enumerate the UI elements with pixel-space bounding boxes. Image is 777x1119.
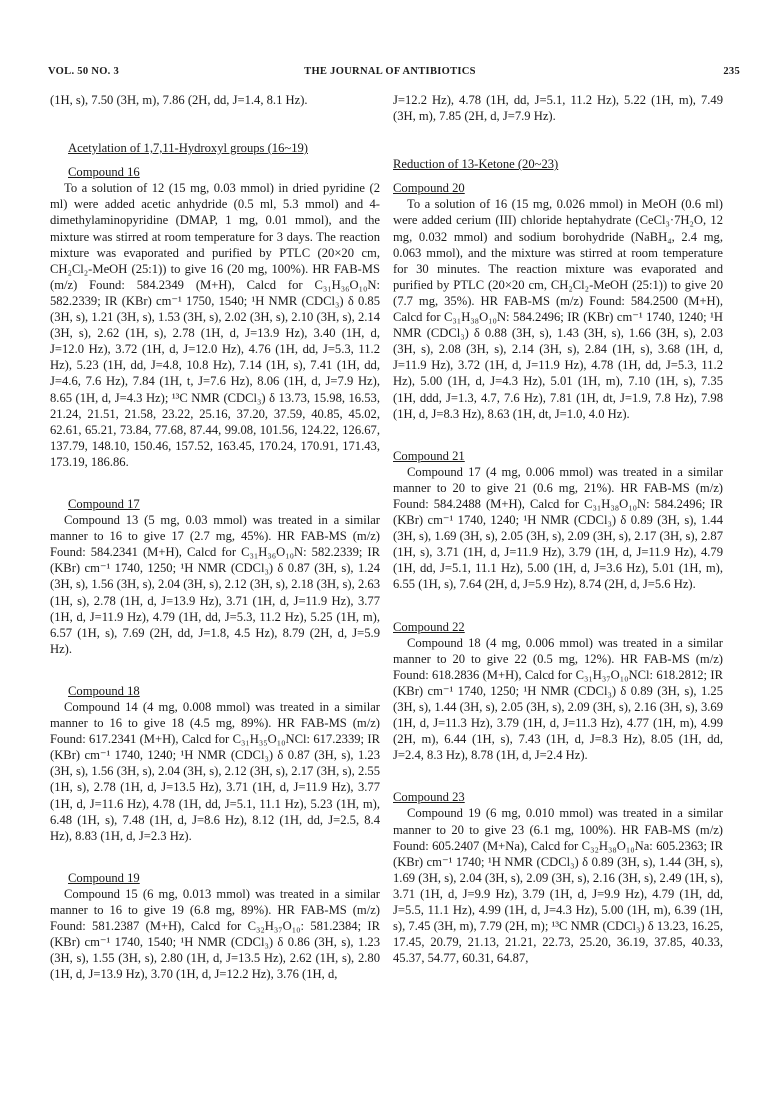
compound-16-text: To a solution of 12 (15 mg, 0.03 mmol) in dried pyridine (2 ml) were added acetic anhydride (0.5 ml, 5.3 mmol) and 4-dimethylaminopyridine (DMAP, 1 mg, 0.01 mmol), and the mixture was stirred at room temperature for 3 days. The reaction mixture was evaporated and purified by PTLC (20×20 cm, CH₂Cl₂-MeOH (25:1)) to give 16 (20 mg, 100%). HR FAB-MS (m/z) Found: 584.2349 (M+H), Calcd for C₃₁H₃₆O₁₀N: 582.2339; IR (KBr) cm⁻¹ 1750, 1540; ¹H NMR (CDCl₃) δ 0.85 (3H, s), 1.21 (3H, s), 1.53 (3H, s), 2.02 (3H, s), 2.10 (3H, s), 2.14 (3H, s), 2.62 (1H, s), 2.78 (1H, d, J=13.9 Hz), 3.40 (1H, d, J=12.0 Hz), 3.72 (1H, d, J=12.0 Hz), 4.76 (1H, dd, J=5.3, 11.2 Hz), 5.23 (1H, dd, J=4.8, 10.8 Hz), 7.14 (1H, s), 7.41 (1H, dd, J=4.6, 7.6 Hz), 7.84 (1H, t, J=7.6 Hz), 8.06 (1H, d, J=7.9 Hz), 8.65 (1H, d, J=4.3 Hz); ¹³C NMR (CDCl₃) δ 13.73, 15.98, 16.53, 21.24, 21.51, 21.58, 23.22, 25.16, 37.20, 37.59, 40.85, 45.02, 62.61, 65.21, 73.84, 77.68, 87.44, 99.08, 101.56, 124.22, 126.67, 137.79, 148.10, 150.46, 157.52, 163.45, 170.24, 170.91, 171.43, 173.19, 186.86. [50,181,380,469]
compound-20-heading: Compound 20 [393,181,465,196]
continuation-text: (1H, s), 7.50 (3H, m), 7.86 (2H, dd, J=1.4, 8.1 Hz). [50,93,308,107]
page-number: 235 [723,66,740,77]
compound-22-text: Compound 18 (4 mg, 0.006 mmol) was treated in a similar manner to 20 to give 22 (0.5 mg, 12%). HR FAB-MS (m/z) Found: 618.2836 (M+H), Calcd for C₃₁H₃₇O₁₀NCl: 618.2812; IR (KBr) cm⁻¹ 1740, 1250; ¹H NMR (CDCl₃) δ 0.89 (3H, s), 1.25 (3H, s), 1.44 (3H, s), 2.05 (3H, s), 2.09 (3H, s), 2.16 (3H, s), 3.69 (1H, d, J=11.3 Hz), 3.79 (1H, d, J=11.3 Hz), 4.77 (1H, m), 4.99 (2H, m), 6.44 (1H, s), 7.43 (1H, d, J=8.3 Hz), 8.05 (1H, dd, J=2.4, 8.3 Hz), 8.78 (1H, d, J=2.4 Hz). [393,635,723,763]
compound-19-text: Compound 15 (6 mg, 0.013 mmol) was treated in a similar manner to 16 to give 19 (6.8 mg, 89%). HR FAB-MS (m/z) Found: 581.2387 (M+H), Calcd for C₃₂H₃₇O₁₀: 581.2384; IR (KBr) cm⁻¹ 1740, 1540; ¹H NMR (CDCl₃) δ 0.86 (3H, s), 1.23 (3H, s), 1.55 (3H, s), 2.80 (1H, d, J=13.5 Hz), 2.62 (1H, s), 2.80 (1H, d, J=13.9 Hz), 3.70 (1H, d, J=12.2 Hz), 3.76 (1H, d, [50,886,380,982]
compound-22-heading: Compound 22 [393,619,465,634]
compound-19-heading: Compound 19 [68,870,140,885]
running-header [40,66,740,80]
compound-23-heading: Compound 23 [393,790,465,805]
compound-23-text: Compound 19 (6 mg, 0.010 mmol) was treated in a similar manner to 20 to give 23 (6.1 mg, 100%). HR FAB-MS (m/z) Found: 605.2407 (M+Na), Calcd for C₃₂H₃₈O₁₀Na: 605.2363; IR (KBr) cm⁻¹ 1740; ¹H NMR (CDCl₃) δ 0.89 (3H, s), 1.44 (3H, s), 1.69 (3H, s), 2.04 (3H, s), 2.09 (3H, s), 2.16 (3H, s), 2.49 (1H, s), 3.71 (1H, d, J=9.9 Hz), 3.79 (1H, d, J=9.9 Hz), 4.79 (1H, dd, J=5.5, 11.1 Hz), 4.99 (1H, d, J=4.3 Hz), 5.00 (1H, m), 6.39 (1H, s), 7.45 (3H, m), 7.79 (2H, m); ¹³C NMR (CDCl₃) δ 13.23, 16.25, 17.45, 20.79, 21.13, 21.21, 22.73, 25.20, 36.19, 37.85, 40.33, 45.37, 54.77, 60.31, 64.87, [393,806,723,966]
compound-17-heading: Compound 17 [68,496,140,511]
continuation-text: J=12.2 Hz), 4.78 (1H, dd, J=5.1, 11.2 Hz), 5.22 (1H, m), 7.49 (3H, m), 7.85 (2H, d, J=7.9 Hz). [393,93,723,124]
compound-16-heading: Compound 16 [68,165,140,180]
compound-18-text: Compound 14 (4 mg, 0.008 mmol) was treated in a similar manner to 16 to give 18 (4.5 mg, 89%). HR FAB-MS (m/z) Found: 617.2341 (M+H), Calcd for C₃₁H₃₅O₁₀NCl: 617.2339; IR (KBr) cm⁻¹ 1740, 1240; ¹H NMR (CDCl₃) δ 0.87 (3H, s), 1.23 (3H, s), 1.56 (3H, s), 2.04 (3H, s), 2.12 (3H, s), 2.17 (3H, s), 2.55 (1H, s), 2.78 (1H, d, J=13.5 Hz), 3.71 (1H, d, J=11.9 Hz), 3.77 (1H, d, J=11.6 Hz), 4.78 (1H, dd, J=5.1, 11.1 Hz), 5.23 (1H, m), 6.48 (1H, s), 7.48 (1H, d, J=8.6 Hz), 8.12 (1H, dd, J=2.5, 8.4 Hz), 8.83 (1H, d, J=2.3 Hz). [50,700,380,843]
journal-title: THE JOURNAL OF ANTIBIOTICS [304,66,476,77]
left-column [50,92,380,983]
right-column [393,92,723,966]
compound-17-text: Compound 13 (5 mg, 0.03 mmol) was treated in a similar manner to 16 to give 17 (2.7 mg, 45%). HR FAB-MS (m/z) Found: 584.2341 (M+H), Calcd for C₃₁H₃₆O₁₀N: 582.2339; IR (KBr) cm⁻¹ 1740, 1250; ¹H NMR (CDCl₃) δ 0.87 (3H, s), 1.24 (3H, s), 1.56 (3H, s), 2.04 (3H, s), 2.12 (3H, s), 2.18 (3H, s), 2.63 (1H, s), 2.78 (1H, d, J=13.9 Hz), 3.71 (1H, d, J=11.9 Hz), 3.77 (1H, d, J=11.9 Hz), 4.79 (1H, dd, J=5.3, 11.2 Hz), 5.25 (1H, m), 6.57 (1H, s), 7.69 (2H, dd, J=1.8, 4.5 Hz), 8.79 (2H, d, J=5.9 Hz). [50,513,380,656]
compound-18-heading: Compound 18 [68,683,140,698]
compound-20-text: To a solution of 16 (15 mg, 0.026 mmol) in MeOH (0.6 ml) were added cerium (III) chloride heptahydrate (CeCl₃·7H₂O, 12 mg, 0.032 mmol) and sodium borohydride (NaBH₄, 2.4 mg, 0.063 mmol), and the mixture was stirred at room temperature for 30 minutes. The reaction mixture was evaporated and purified by PTLC (20×20 cm, CH₂Cl₂-MeOH (25:1)) to give 20 (7.7 mg, 35%). HR FAB-MS (m/z) Found: 584.2500 (M+H), Calcd for C₃₁H₃₈O₁₀N: 584.2496; IR (KBr) cm⁻¹ 1740, 1240; ¹H NMR (CDCl₃) δ 0.88 (3H, s), 1.43 (3H, s), 1.66 (3H, s), 2.03 (3H, s), 2.08 (3H, s), 2.14 (3H, s), 2.84 (1H, s), 3.68 (1H, d, J=11.9 Hz), 3.72 (1H, d, J=11.9 Hz), 4.78 (1H, dd, J=5.3, 11.2 Hz), 5.00 (1H, d, J=4.3 Hz), 5.01 (1H, m), 7.10 (1H, s), 7.35 (1H, ddd, J=1.3, 4.7, 7.6 Hz), 7.81 (1H, dt, J=1.9, 7.8 Hz), 7.98 (1H, d, J=8.3 Hz), 8.63 (1H, dt, J=1.0, 4.0 Hz). [393,197,723,421]
volume-number: VOL. 50 NO. 3 [48,66,120,77]
compound-21-heading: Compound 21 [393,448,465,463]
section-heading-reduction: Reduction of 13-Ketone (20~23) [393,157,559,172]
section-heading-acetylation: Acetylation of 1,7,11-Hydroxyl groups (16~19) [68,141,308,156]
compound-21-text: Compound 17 (4 mg, 0.006 mmol) was treated in a similar manner to 20 to give 21 (0.6 mg, 21%). HR FAB-MS (m/z) Found: 584.2488 (M+H), Calcd for C₃₁H₃₈O₁₀N: 584.2496; IR (KBr) cm⁻¹ 1740, 1240; ¹H NMR (CDCl₃) δ 0.89 (3H, s), 1.44 (3H, s), 1.69 (3H, s), 2.05 (3H, s), 2.09 (3H, s), 2.17 (3H, s), 2.87 (1H, s), 3.71 (1H, d, J=11.9 Hz), 3.79 (1H, d, J=11.9 Hz), 4.79 (1H, dd, J=5.1, 11.1 Hz), 5.00 (1H, d, J=3.6 Hz), 5.01 (1H, m), 6.55 (1H, s), 7.64 (2H, d, J=5.9 Hz), 8.74 (2H, d, J=5.6 Hz). [393,464,723,592]
